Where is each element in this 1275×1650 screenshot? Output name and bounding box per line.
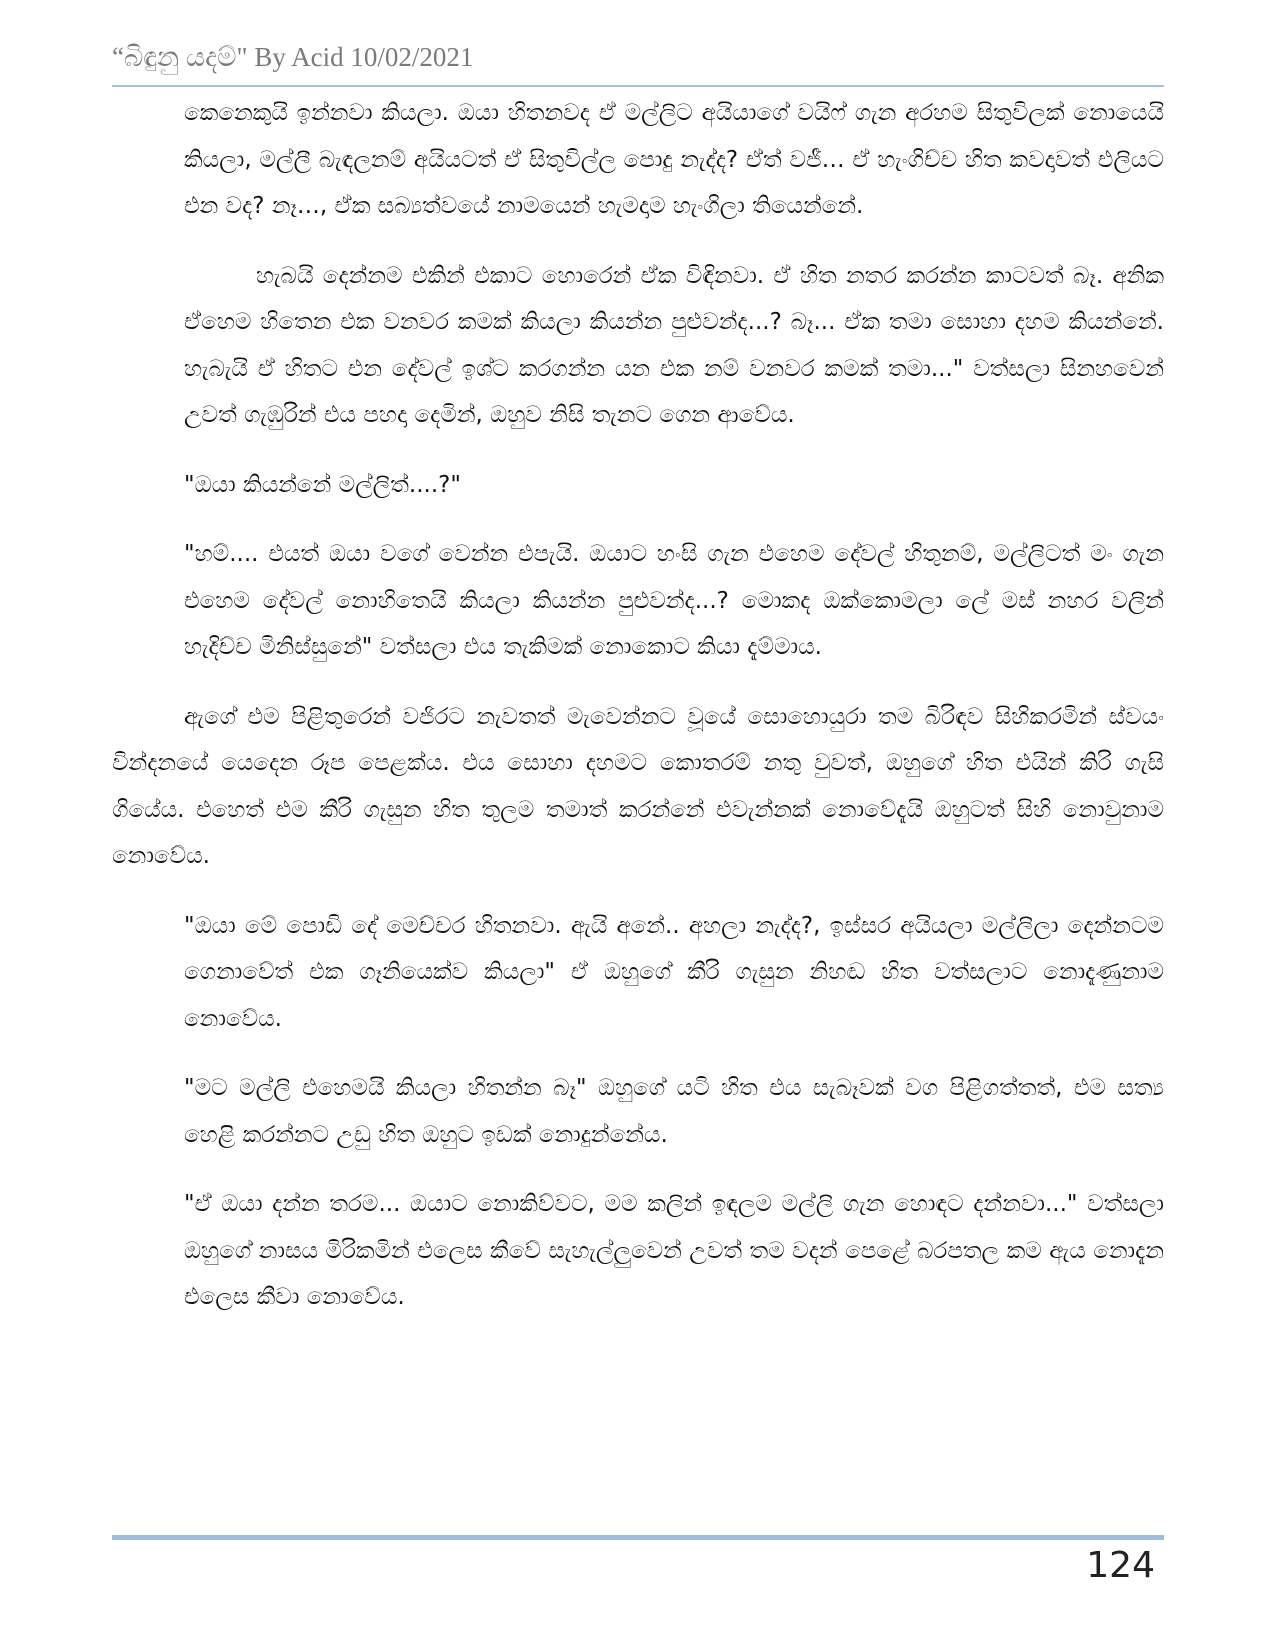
paragraph-1: කෙනෙකුයි ඉන්නවා කියලා. ඔයා හිතනවද ඒ මල්ලිට අයියාගේ වයිෆ් ගැන අරහම සිතුවිලක් නොයෙයි කියලා, මල්ලී බැඳලනම් අයියටත් ඒ සිතුවිල්ල පොදු නැද්ද? ඒත් වජී… ඒ හැංගිච්ච හිත කවදාවත් එලියට එන වද? නෑ…, ඒක සබ්‍යත්වයේ නාමයෙන් හැමදාම හැංගිලා තියෙන්නේ.: [184, 100, 1164, 219]
document-header-title: “බිඳුනු යදම්" By Acid 10/02/2021: [112, 42, 474, 72]
page-body: [112, 90, 1164, 1344]
paragraph-6: "ඔයා මේ පොඩි දේ මෙච්චර හිතනවා. ඇයි අනේ.. අහලා නැද්ද?, ඉස්සර අයියලා මල්ලිලා දෙන්නටම ගෙනාවේත් එක ගෑනියෙක්ව කියලා" ඒ ඔහුගේ කීරි ගැසුන නිහඬ හිත වත්සලාට නොදැණුනාම නොවේය.: [184, 912, 1164, 1032]
page-number: 124: [1086, 1545, 1155, 1586]
paragraph-5: ඇගේ එම පිළිතුරෙන් වජිරට නැවතත් මැවෙන්නට වූයේ සොහොයුරා තම බිරිඳව සිහිකරමින් ස්වයං වින්දනයේ යෙදෙන රූප පෙළක්ය. එය සොහා දහමට කොතරම් නතු වුවත්, ඔහුගේ හිත එයින් කිරි ගැසි ගියේය. එහෙත් එම කීරි ගැසුන හිත තුලම තමාත් කරන්නේ එවැන්නක් නොවේදැයි ඔහුටත් සිහි නොවුනාම නොවේය.: [112, 703, 1164, 869]
paragraph-8: "ඒ ඔයා දන්න තරම... ඔයාට නොකිව්වට, මම කලින් ඉඳලම මල්ලි ගැන හොඳට දන්නවා..." වත්සලා ඔහුගේ නාසය මිරිකමින් එලෙස කීවේ සැහැල්ලුවෙන් උවත් තම වදන් පෙළේ බරපතල කම ඇය නොදැන එලෙස කීවා නොවේය.: [184, 1191, 1164, 1310]
footer-divider: [112, 1535, 1164, 1540]
paragraph-4: "හම්.... එයත් ඔයා වගේ වෙන්න එපැයි. ඔයාට හංසි ගැන එහෙම දේවල් හිතුනම්, මල්ලිටත් මං ගැන එහෙම දේවල් නොහිතෙයි කියලා කියන්න පුළුවන්ද...? මොකද ඔක්කොමලා ලේ මස් නහර වලින් හැදිච්ච මිනිස්සුනේ" වත්සලා එය තැකිමක් නොකොට කියා දැම්මාය.: [184, 541, 1164, 660]
paragraph-3: "ඔයා කියන්නේ මල්ලිත්....?": [184, 471, 461, 498]
header-divider: [112, 85, 1164, 87]
paragraph-7: "මට මල්ලි එහෙමයි කියලා හිතන්න බෑ" ඔහුගේ යටි හිත එය සැබෑවක් වග පිළිගත්තත්, එම සත්‍ය හෙළි කරන්නට උඩු හිත ඔහුට ඉඩක් නොදුන්නේය.: [184, 1075, 1164, 1148]
paragraph-2: හැබයි දෙන්නම එකින් එකාට හොරෙන් ඒක විඳිනවා. ඒ හිත නතර කරන්න කාටවත් බෑ. අනික ඒහෙම හිතෙන එක වනවර කමක් කියලා කියන්න පුළුවන්ද...? බෑ... ඒක තමා සොහා දහම කියන්නේ. හැබැයි ඒ හිතට එන දේවල් ඉශ්ට කරගන්න යන එක නම් වනවර කමක් තමා..." වත්සලා සිනහවෙන් උවත් ගැඹුරින් එය පහදා දෙමින්, ඔහුව නිසි තැනට ගෙන ආවේය.: [184, 262, 1164, 428]
